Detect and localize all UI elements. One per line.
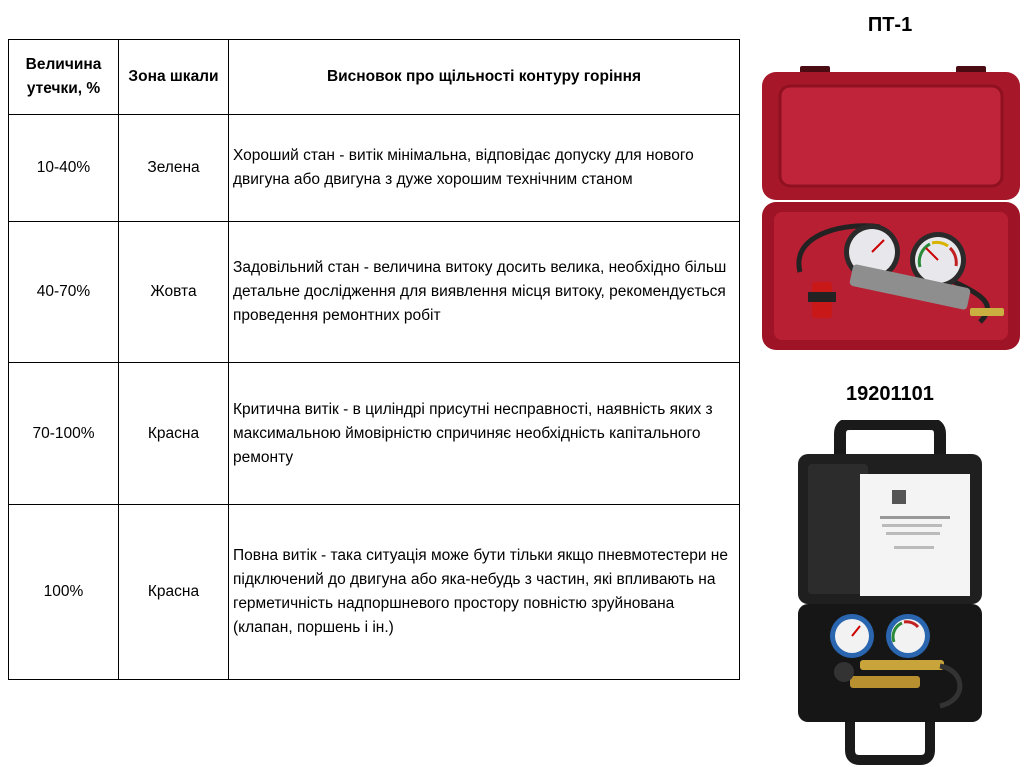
table-row	[9, 115, 740, 222]
red-case-photo	[760, 62, 1022, 354]
header-leak-percent: Величина утечки, %	[9, 40, 119, 115]
product-label-pt1: ПТ-1	[867, 14, 913, 36]
header-scale-zone: Зона шкали	[119, 40, 229, 115]
cell-conclusion: Задовільний стан - величина витоку досить велика, необхідно більш детальне дослідження для виявлення місця витоку, рекомендується проведення ремонтних робіт	[229, 222, 740, 363]
cell-zone: Красна	[119, 505, 229, 680]
product-label-19201101: 19201101	[846, 383, 934, 405]
table-row	[9, 505, 740, 680]
table-row	[9, 222, 740, 363]
table-header-row	[9, 40, 740, 115]
cell-zone: Красна	[119, 363, 229, 505]
cell-zone: Зелена	[119, 115, 229, 222]
cell-range: 10-40%	[9, 115, 119, 222]
cell-conclusion: Критична витік - в циліндрі присутні несправності, наявність яких з максимальною ймовірністю спричиняє необхідність капітального ремонту	[229, 363, 740, 505]
table-row	[9, 363, 740, 505]
cell-range: 70-100%	[9, 363, 119, 505]
cell-conclusion: Повна витік - така ситуація може бути тільки якщо пневмотестери не підключений до двигуна або яка-небудь з частин, які впливають на герметичність надпоршневого простору повністю зруйнована (клапан, поршень і ін.)	[229, 505, 740, 680]
cell-range: 40-70%	[9, 222, 119, 363]
cell-conclusion: Хороший стан - витік мінімальна, відповідає допуску для нового двигуна або двигуна з дуже хорошим технічним станом	[229, 115, 740, 222]
cell-range: 100%	[9, 505, 119, 680]
leakage-table	[8, 39, 740, 680]
cell-zone: Жовта	[119, 222, 229, 363]
black-case-photo	[790, 420, 990, 765]
header-conclusion: Висновок про щільності контуру горіння	[229, 40, 740, 115]
